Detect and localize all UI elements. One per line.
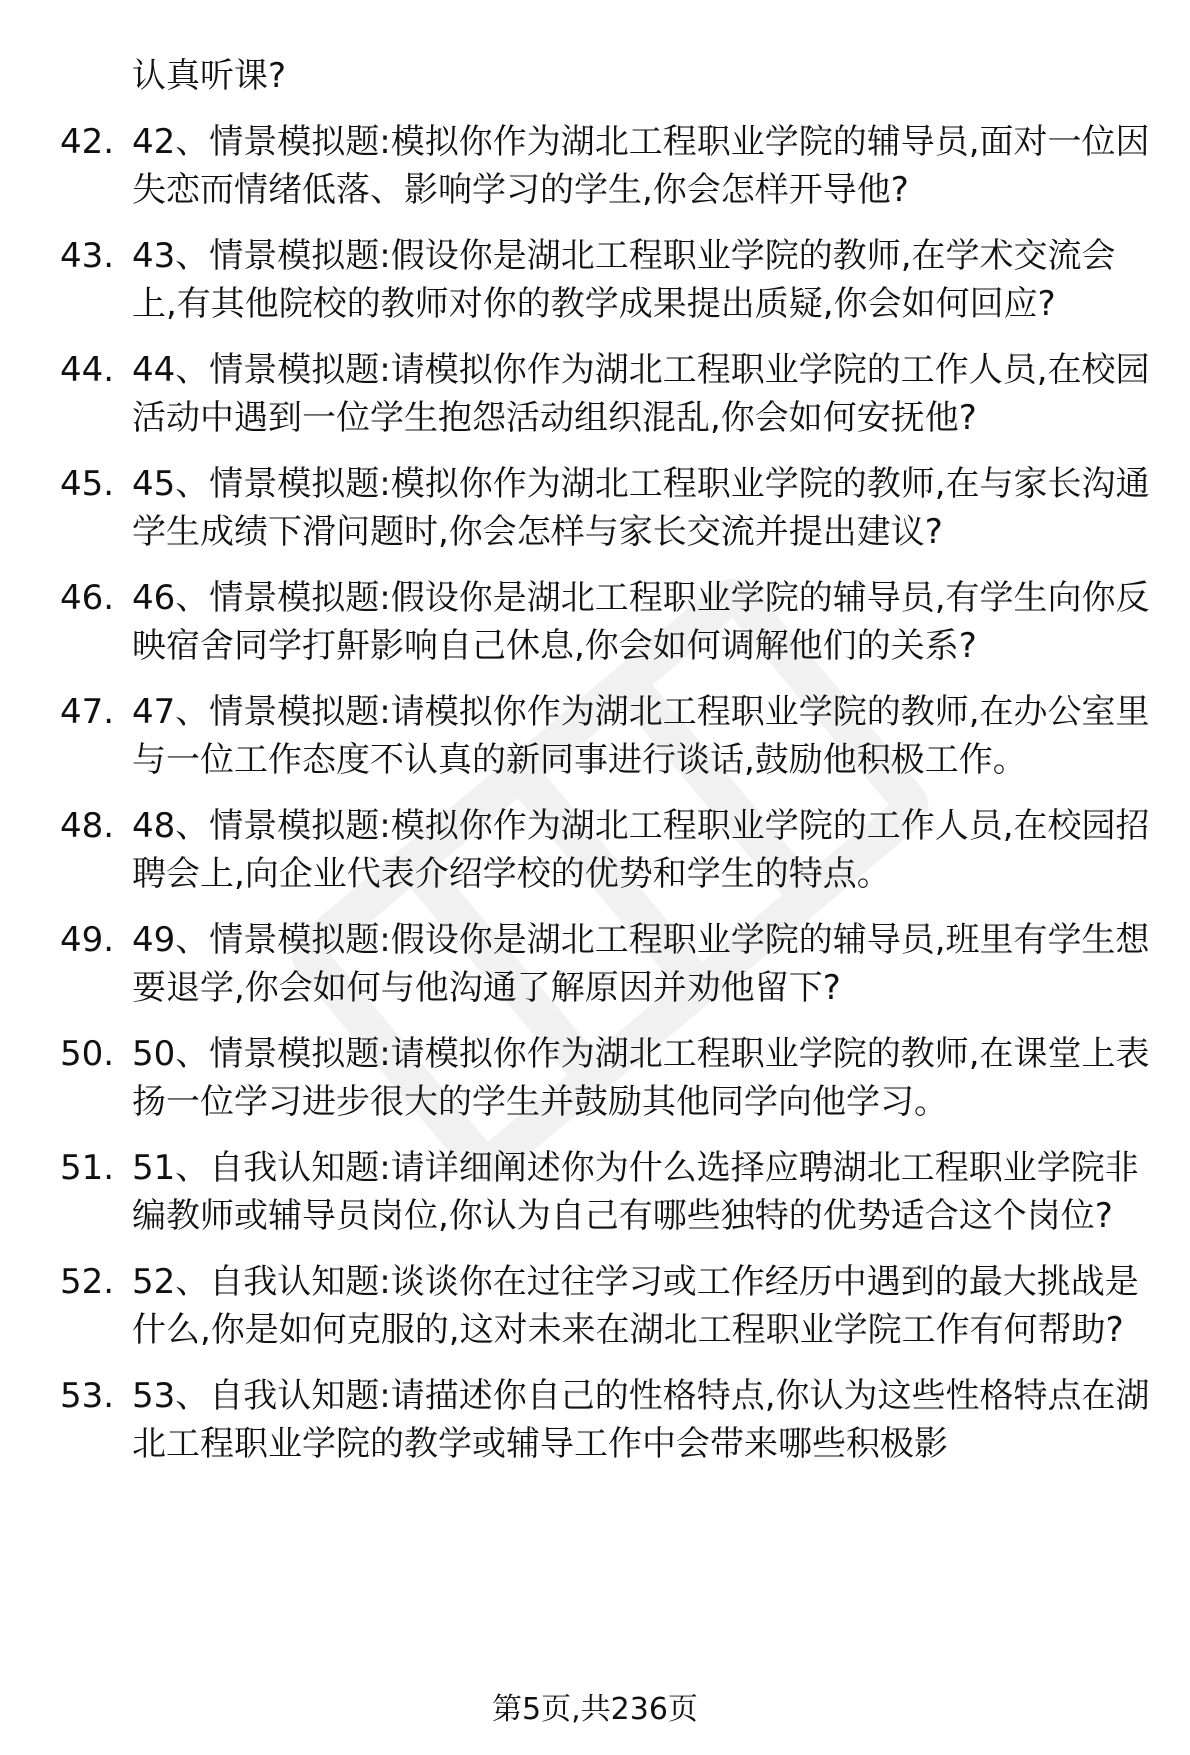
question-text: 45、情景模拟题:模拟你作为湖北工程职业学院的教师,在与家长沟通学生成绩下滑问题时,你会怎样与家长交流并提出建议? xyxy=(132,464,1150,552)
question-item xyxy=(60,118,1150,214)
question-text: 42、情景模拟题:模拟你作为湖北工程职业学院的辅导员,面对一位因失恋而情绪低落、影响学习的学生,你会怎样开导他? xyxy=(132,122,1150,210)
question-text: 43、情景模拟题:假设你是湖北工程职业学院的教师,在学术交流会上,有其他院校的教师对你的教学成果提出质疑,你会如何回应? xyxy=(132,236,1116,324)
question-text: 53、自我认知题:请描述你自己的性格特点,你认为这些性格特点在湖北工程职业学院的教学或辅导工作中会带来哪些积极影 xyxy=(132,1376,1150,1464)
question-number: 49. xyxy=(60,920,115,960)
question-number: 48. xyxy=(60,806,115,846)
question-number: 45. xyxy=(60,464,115,504)
question-text: 44、情景模拟题:请模拟你作为湖北工程职业学院的工作人员,在校园活动中遇到一位学生抱怨活动组织混乱,你会如何安抚他? xyxy=(132,350,1150,438)
question-content xyxy=(60,52,1150,1486)
question-item xyxy=(60,1372,1150,1468)
question-item xyxy=(60,802,1150,898)
question-text: 52、自我认知题:谈谈你在过往学习或工作经历中遇到的最大挑战是什么,你是如何克服的,这对未来在湖北工程职业学院工作有何帮助? xyxy=(132,1262,1139,1350)
question-item xyxy=(60,688,1150,784)
question-number: 44. xyxy=(60,350,115,390)
question-item xyxy=(60,346,1150,442)
question-text: 47、情景模拟题:请模拟你作为湖北工程职业学院的教师,在办公室里与一位工作态度不认真的新同事进行谈话,鼓励他积极工作。 xyxy=(132,692,1150,780)
question-number: 46. xyxy=(60,578,115,618)
continuation-text: 认真听课? xyxy=(132,56,287,96)
question-number: 52. xyxy=(60,1262,115,1302)
question-item xyxy=(60,1258,1150,1354)
question-item xyxy=(60,232,1150,328)
question-text: 49、情景模拟题:假设你是湖北工程职业学院的辅导员,班里有学生想要退学,你会如何与他沟通了解原因并劝他留下? xyxy=(132,920,1150,1008)
question-text: 46、情景模拟题:假设你是湖北工程职业学院的辅导员,有学生向你反映宿舍同学打鼾影响自己休息,你会如何调解他们的关系? xyxy=(132,578,1150,666)
question-item xyxy=(60,460,1150,556)
question-text: 50、情景模拟题:请模拟你作为湖北工程职业学院的教师,在课堂上表扬一位学习进步很大的学生并鼓励其他同学向他学习。 xyxy=(132,1034,1150,1122)
question-number: 50. xyxy=(60,1034,115,1074)
question-item xyxy=(60,574,1150,670)
question-text: 51、自我认知题:请详细阐述你为什么选择应聘湖北工程职业学院非编教师或辅导员岗位,你认为自己有哪些独特的优势适合这个岗位? xyxy=(132,1148,1139,1236)
question-item xyxy=(60,1144,1150,1240)
question-number: 42. xyxy=(60,122,115,162)
question-item xyxy=(60,916,1150,1012)
question-number: 53. xyxy=(60,1376,115,1416)
question-number: 51. xyxy=(60,1148,115,1188)
question-list xyxy=(60,118,1150,1468)
question-number: 47. xyxy=(60,692,115,732)
question-item xyxy=(60,1030,1150,1126)
page-footer: 第5页,共236页 xyxy=(492,1692,698,1727)
question-text: 48、情景模拟题:模拟你作为湖北工程职业学院的工作人员,在校园招聘会上,向企业代表介绍学校的优势和学生的特点。 xyxy=(132,806,1150,894)
question-number: 43. xyxy=(60,236,115,276)
